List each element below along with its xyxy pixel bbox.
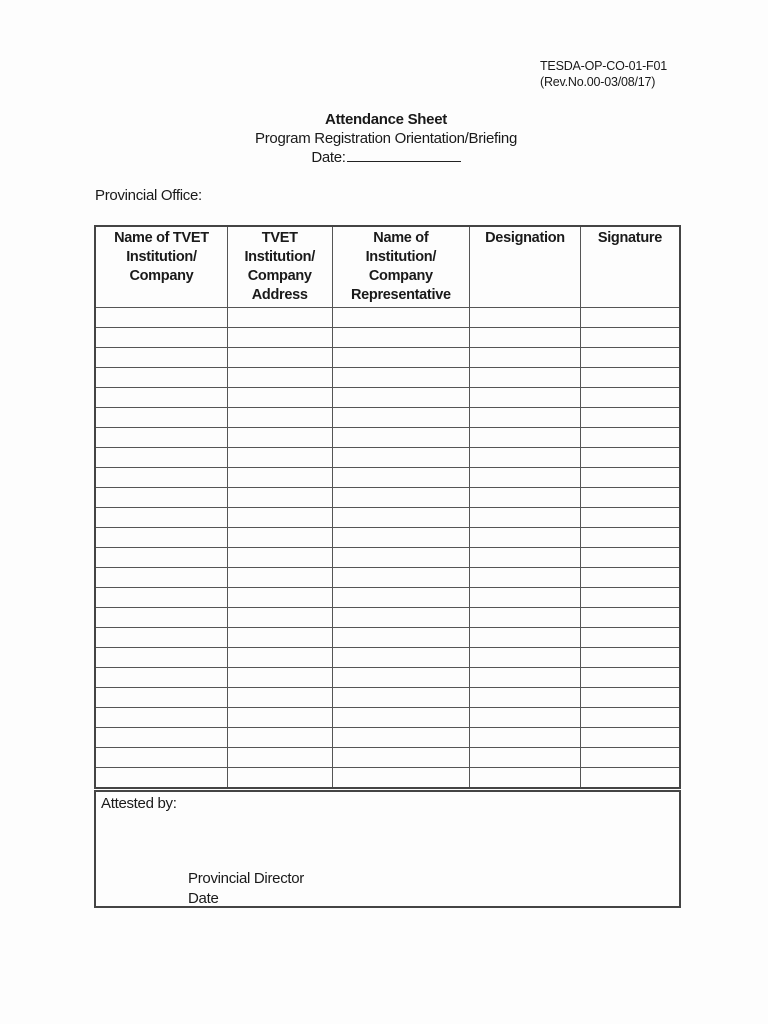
table-cell[interactable] [227, 608, 332, 628]
table-row [95, 508, 680, 528]
table-row [95, 368, 680, 388]
table-cell[interactable] [95, 368, 227, 388]
attendance-table-body [95, 308, 680, 789]
table-row [95, 388, 680, 408]
table-cell[interactable] [332, 488, 470, 508]
table-cell[interactable] [95, 728, 227, 748]
table-cell[interactable] [332, 448, 470, 468]
table-row [95, 748, 680, 768]
table-cell[interactable] [227, 328, 332, 348]
table-cell[interactable] [95, 408, 227, 428]
table-cell[interactable] [227, 528, 332, 548]
table-cell[interactable] [470, 728, 581, 748]
table-cell[interactable] [227, 488, 332, 508]
table-cell[interactable] [470, 388, 581, 408]
table-cell[interactable] [580, 648, 680, 668]
table-cell[interactable] [580, 408, 680, 428]
table-cell[interactable] [95, 688, 227, 708]
table-cell[interactable] [580, 548, 680, 568]
table-row [95, 308, 680, 328]
table-cell[interactable] [580, 728, 680, 748]
table-cell[interactable] [332, 348, 470, 368]
table-cell[interactable] [470, 588, 581, 608]
table-cell[interactable] [95, 608, 227, 628]
table-cell[interactable] [580, 348, 680, 368]
table-cell[interactable] [227, 748, 332, 768]
table-cell[interactable] [580, 528, 680, 548]
table-cell[interactable] [227, 308, 332, 328]
table-cell[interactable] [470, 628, 581, 648]
table-cell[interactable] [227, 548, 332, 568]
table-cell[interactable] [227, 568, 332, 588]
table-cell[interactable] [470, 468, 581, 488]
table-cell[interactable] [95, 428, 227, 448]
table-cell[interactable] [332, 668, 470, 688]
attestation-box [94, 790, 681, 908]
table-cell[interactable] [470, 508, 581, 528]
table-cell[interactable] [227, 428, 332, 448]
column-header-institution-name: Name of TVET Institution/ Company [95, 226, 227, 308]
table-cell[interactable] [470, 528, 581, 548]
column-header-representative: Name of Institution/ Company Representative [332, 226, 470, 308]
table-cell[interactable] [227, 688, 332, 708]
table-cell[interactable] [470, 568, 581, 588]
table-cell[interactable] [95, 308, 227, 328]
table-row [95, 668, 680, 688]
table-cell[interactable] [470, 428, 581, 448]
table-cell[interactable] [227, 348, 332, 368]
director-title: Provincial Director [188, 870, 304, 887]
date-row [0, 148, 768, 167]
table-cell[interactable] [470, 608, 581, 628]
table-cell[interactable] [470, 408, 581, 428]
table-row [95, 768, 680, 789]
table-cell[interactable] [227, 368, 332, 388]
table-cell[interactable] [95, 668, 227, 688]
table-cell[interactable] [332, 588, 470, 608]
table-cell[interactable] [332, 428, 470, 448]
form-revision: (Rev.No.00-03/08/17) [540, 75, 656, 89]
table-row [95, 568, 680, 588]
table-cell[interactable] [332, 688, 470, 708]
table-cell[interactable] [470, 328, 581, 348]
table-cell[interactable] [580, 468, 680, 488]
table-cell[interactable] [227, 668, 332, 688]
table-cell[interactable] [95, 628, 227, 648]
table-cell[interactable] [580, 568, 680, 588]
table-cell[interactable] [470, 708, 581, 728]
title-block [0, 110, 768, 167]
table-cell[interactable] [470, 688, 581, 708]
table-cell[interactable] [470, 488, 581, 508]
table-cell[interactable] [95, 488, 227, 508]
table-cell[interactable] [227, 468, 332, 488]
date-label: Date: [311, 149, 346, 166]
table-cell[interactable] [95, 388, 227, 408]
table-row [95, 728, 680, 748]
table-cell[interactable] [227, 768, 332, 789]
date-blank-line[interactable] [347, 148, 461, 162]
table-cell[interactable] [580, 488, 680, 508]
form-code-number: TESDA-OP-CO-01-F01 [540, 59, 667, 73]
table-row [95, 428, 680, 448]
table-cell[interactable] [580, 628, 680, 648]
table-cell[interactable] [332, 628, 470, 648]
table-cell[interactable] [332, 608, 470, 628]
table-cell[interactable] [332, 748, 470, 768]
table-cell[interactable] [580, 388, 680, 408]
table-cell[interactable] [580, 508, 680, 528]
table-cell[interactable] [95, 328, 227, 348]
table-cell[interactable] [332, 328, 470, 348]
table-cell[interactable] [95, 708, 227, 728]
table-cell[interactable] [470, 768, 581, 789]
column-header-address: TVET Institution/ Company Address [227, 226, 332, 308]
table-cell[interactable] [95, 528, 227, 548]
table-cell[interactable] [470, 368, 581, 388]
table-cell[interactable] [227, 408, 332, 428]
table-cell[interactable] [95, 748, 227, 768]
table-row [95, 648, 680, 668]
column-header-signature: Signature [580, 226, 680, 308]
table-cell[interactable] [580, 368, 680, 388]
column-header-designation: Designation [470, 226, 581, 308]
table-cell[interactable] [580, 328, 680, 348]
table-cell[interactable] [580, 748, 680, 768]
table-cell[interactable] [470, 448, 581, 468]
table-cell[interactable] [332, 508, 470, 528]
table-row [95, 348, 680, 368]
table-cell[interactable] [332, 528, 470, 548]
table-row [95, 708, 680, 728]
table-cell[interactable] [95, 768, 227, 789]
table-cell[interactable] [332, 468, 470, 488]
table-cell[interactable] [95, 648, 227, 668]
table-cell[interactable] [227, 508, 332, 528]
table-cell[interactable] [332, 648, 470, 668]
table-cell[interactable] [332, 308, 470, 328]
table-cell[interactable] [332, 568, 470, 588]
table-cell[interactable] [332, 728, 470, 748]
table-cell[interactable] [227, 588, 332, 608]
table-cell[interactable] [227, 708, 332, 728]
table-cell[interactable] [580, 688, 680, 708]
provincial-office-label: Provincial Office: [95, 187, 202, 204]
table-cell[interactable] [470, 548, 581, 568]
table-cell[interactable] [580, 608, 680, 628]
table-cell[interactable] [95, 588, 227, 608]
table-row [95, 528, 680, 548]
table-header-row [95, 226, 680, 308]
table-cell[interactable] [332, 388, 470, 408]
table-cell[interactable] [227, 388, 332, 408]
table-row [95, 448, 680, 468]
table-row [95, 588, 680, 608]
table-cell[interactable] [580, 668, 680, 688]
table-cell[interactable] [332, 548, 470, 568]
table-cell[interactable] [470, 668, 581, 688]
table-row [95, 628, 680, 648]
table-cell[interactable] [580, 708, 680, 728]
table-cell[interactable] [227, 648, 332, 668]
table-row [95, 408, 680, 428]
table-cell[interactable] [95, 548, 227, 568]
table-row [95, 688, 680, 708]
director-block [188, 869, 304, 909]
page-title: Attendance Sheet [325, 111, 447, 128]
table-cell[interactable] [95, 508, 227, 528]
table-cell[interactable] [332, 768, 470, 789]
table-cell[interactable] [95, 448, 227, 468]
form-code [540, 58, 667, 90]
table-row [95, 328, 680, 348]
table-cell[interactable] [227, 728, 332, 748]
table-cell[interactable] [332, 368, 470, 388]
table-cell[interactable] [580, 428, 680, 448]
table-cell[interactable] [470, 308, 581, 328]
table-cell[interactable] [470, 348, 581, 368]
table-cell[interactable] [332, 408, 470, 428]
attendance-table [94, 225, 681, 789]
table-cell[interactable] [580, 768, 680, 789]
page-subtitle: Program Registration Orientation/Briefing [255, 130, 517, 147]
table-cell[interactable] [95, 468, 227, 488]
table-cell[interactable] [227, 448, 332, 468]
table-row [95, 468, 680, 488]
table-row [95, 548, 680, 568]
table-cell[interactable] [227, 628, 332, 648]
table-cell[interactable] [580, 448, 680, 468]
table-cell[interactable] [95, 348, 227, 368]
table-cell[interactable] [332, 708, 470, 728]
table-cell[interactable] [470, 748, 581, 768]
table-row [95, 608, 680, 628]
attested-by-label: Attested by: [101, 795, 177, 812]
director-date-label: Date [188, 890, 219, 907]
table-cell[interactable] [470, 648, 581, 668]
table-cell[interactable] [95, 568, 227, 588]
table-row [95, 488, 680, 508]
table-cell[interactable] [580, 588, 680, 608]
table-cell[interactable] [580, 308, 680, 328]
